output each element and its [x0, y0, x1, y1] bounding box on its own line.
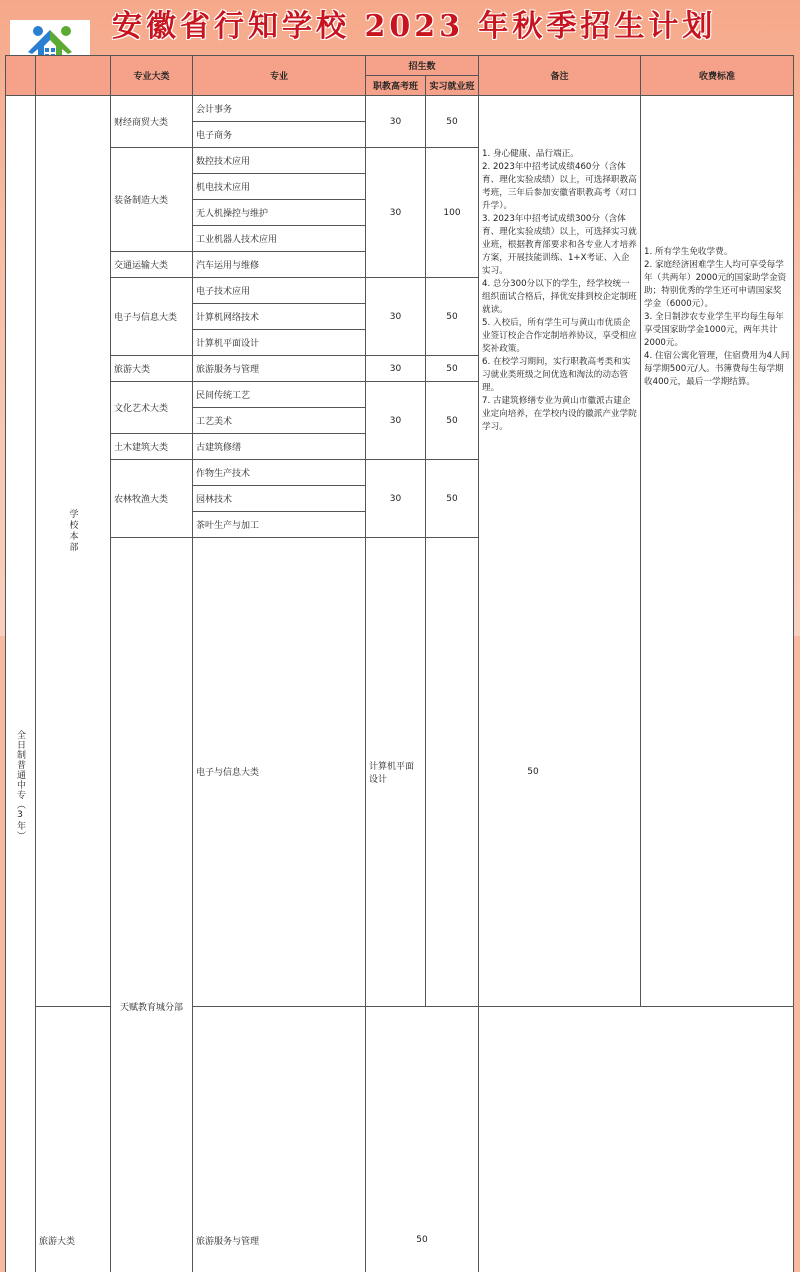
fee-item: 2. 家庭经济困难学生人均可享受每学年（共两年）2000元的国家助学金资助；特别优秀的学生还可申请国家奖学金（6000元）。: [644, 259, 790, 311]
vocational-count-cell: 30: [366, 460, 426, 538]
total-count-cell: 50: [426, 538, 641, 1007]
major-cell: 电子商务: [193, 122, 366, 148]
category-cell: 电子与信息大类: [193, 538, 366, 1007]
internship-count-cell: 50: [426, 356, 479, 382]
table-header-row: [6, 56, 794, 76]
category-cell: 农林牧渔大类: [111, 460, 193, 538]
vocational-count-cell: 30: [366, 278, 426, 356]
vocational-count-cell: 30: [366, 356, 426, 382]
category-cell: 文化艺术大类: [111, 382, 193, 434]
header-major: 专业: [193, 56, 366, 96]
major-cell: 工业机器人技术应用: [193, 226, 366, 252]
major-cell: 会计事务: [193, 96, 366, 122]
major-cell: 工艺美术: [193, 408, 366, 434]
remark-item: 2. 2023年中招考试成绩460分（含体育、理化实验成绩）以上，可选择职教高考班，三年后参加安徽省职教高考（对口升学）。: [482, 161, 637, 213]
header-vocational-exam-class: 职教高考班: [366, 76, 426, 96]
vocational-count-cell: 30: [366, 96, 426, 148]
vocational-count-cell: 30: [366, 148, 426, 278]
major-cell: 电子技术应用: [193, 278, 366, 304]
major-cell: 旅游服务与管理: [193, 356, 366, 382]
header-fee-standard: 收费标准: [641, 56, 794, 96]
table-row: [6, 96, 794, 122]
header-enrollment: 招生数: [366, 56, 479, 76]
major-cell: 汽车运用与维修: [193, 252, 366, 278]
major-cell: 旅游服务与管理: [193, 1006, 366, 1272]
major-cell: 无人机操控与维护: [193, 200, 366, 226]
header-category: 专业大类: [111, 56, 193, 96]
category-cell: 装备制造大类: [111, 148, 193, 252]
category-cell: 旅游大类: [111, 356, 193, 382]
header-internship-class: 实习就业班: [426, 76, 479, 96]
campus-main-label: 学校本部: [67, 509, 80, 553]
remark-item: 7. 古建筑修缮专业为黄山市徽派古建企业定向培养，在学校内设的徽派产业学院学习。: [482, 395, 637, 434]
campus-main-cell: [36, 96, 111, 1007]
header-blank: [6, 56, 36, 96]
major-cell: 古建筑修缮: [193, 434, 366, 460]
remark-item: 1. 身心健康、品行端正。: [482, 148, 637, 161]
category-cell: 财经商贸大类: [111, 96, 193, 148]
internship-count-cell: 50: [426, 382, 479, 460]
major-cell: 茶叶生产与加工: [193, 512, 366, 538]
major-cell: 计算机网络技术: [193, 304, 366, 330]
internship-count-cell: 50: [426, 278, 479, 356]
category-cell: 土木建筑大类: [111, 434, 193, 460]
major-cell: 园林技术: [193, 486, 366, 512]
internship-count-cell: 50: [426, 96, 479, 148]
fee-item: 3. 全日制涉农专业学生平均每生每年享受国家助学金1000元，两年共计2000元。: [644, 311, 790, 350]
category-cell: 旅游大类: [36, 1006, 111, 1272]
page-title: 安徽省行知学校 2023 年秋季招生计划: [112, 6, 716, 48]
major-cell: 作物生产技术: [193, 460, 366, 486]
header-remarks: 备注: [479, 56, 641, 96]
enrollment-plan-table: [5, 55, 794, 1272]
vocational-count-cell: 30: [366, 382, 426, 460]
major-cell: 机电技术应用: [193, 174, 366, 200]
remark-item: 5. 入校后，所有学生可与黄山市优质企业签订校企合作定制培养协议，享受相应奖补政策。: [482, 317, 637, 356]
major-cell: 数控技术应用: [193, 148, 366, 174]
internship-count-cell: 50: [426, 460, 479, 538]
category-cell: 交通运输大类: [111, 252, 193, 278]
program-type-cell: 全日制普通中专（3年）: [6, 96, 36, 1272]
category-cell: 电子与信息大类: [111, 278, 193, 356]
fee-item: 1. 所有学生免收学费。: [644, 246, 790, 259]
total-count-cell: 50: [366, 1006, 479, 1272]
fee-main-cell: [641, 96, 794, 1007]
fee-item: 4. 住宿公寓化管理，住宿费用为4人间每学期500元/人。书簿费每生每学期收400元，最后一学期结算。: [644, 350, 790, 389]
major-cell: 计算机平面设计: [366, 538, 426, 1007]
remark-item: 6. 在校学习期间，实行职教高考类和实习就业类班级之间优选和淘汰的动态管理。: [482, 356, 637, 395]
remark-item: 3. 2023年中招考试成绩300分（含体育、理化实验成绩）以上，可选择实习就业班，根据教育部要求和各专业人才培养方案，开展技能训练、1+X考证、入企实习。: [482, 213, 637, 278]
major-cell: 计算机平面设计: [193, 330, 366, 356]
internship-count-cell: 100: [426, 148, 479, 278]
major-cell: 民间传统工艺: [193, 382, 366, 408]
header-blank-campus: [36, 56, 111, 96]
remark-item: 4. 总分300分以下的学生，经学校统一组织面试合格后，择优安排到校企定制班就读。: [482, 278, 637, 317]
campus-branch-cell: 天赋教育城分部: [111, 538, 193, 1272]
